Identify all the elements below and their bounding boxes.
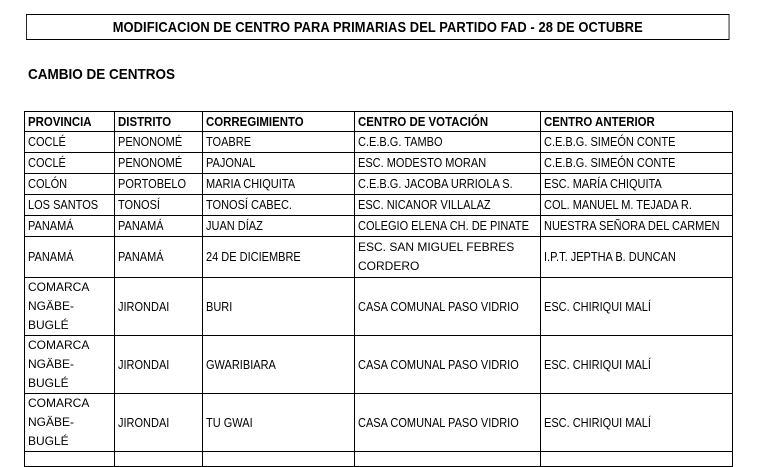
cell-provincia: LOS SANTOS: [25, 195, 115, 216]
cell-provincia: COCLÉ: [25, 132, 115, 153]
cell-centro-anterior: C.E.B.G. SIMEÓN CONTE: [541, 132, 733, 153]
cell-distrito: PANAMÁ: [115, 237, 203, 278]
cell-corregimiento: 24 DE DICIEMBRE: [203, 237, 355, 278]
cell-distrito: JIRONDAI: [115, 394, 203, 452]
cell-centro-anterior: I.P.T. JEPTHA B. DUNCAN: [541, 237, 733, 278]
header-centro-anterior: CENTRO ANTERIOR: [541, 112, 733, 132]
cell-centro-votacion: CASA COMUNAL PASO VIDRIO: [355, 278, 541, 336]
cell-provincia: COMARCA NGÄBE-BUGLÉ: [25, 394, 115, 452]
cell-provincia: COMARCA NGÄBE-BUGLÉ: [25, 336, 115, 394]
cell-centro-votacion: CASA COMUNAL PASO VIDRIO: [355, 336, 541, 394]
cell-provincia: PANAMÁ: [25, 237, 115, 278]
table-row: [25, 278, 733, 336]
table-header-row: [25, 112, 733, 132]
cell-empty: [25, 452, 115, 467]
table-row-partial: [25, 452, 733, 467]
center-changes-table: [24, 111, 733, 467]
cell-empty: [115, 452, 203, 467]
table-row: [25, 132, 733, 153]
cell-centro-anterior: NUESTRA SEÑORA DEL CARMEN: [541, 216, 733, 237]
table-row: [25, 237, 733, 278]
table-row: [25, 195, 733, 216]
cell-distrito: JIRONDAI: [115, 278, 203, 336]
table-row: [25, 336, 733, 394]
header-provincia: PROVINCIA: [25, 112, 115, 132]
cell-centro-anterior: COL. MANUEL M. TEJADA R.: [541, 195, 733, 216]
header-corregimiento: CORREGIMIENTO: [203, 112, 355, 132]
document-title-box: [26, 14, 729, 40]
table-row: [25, 174, 733, 195]
cell-distrito: PENONOMÉ: [115, 153, 203, 174]
cell-centro-votacion: C.E.B.G. JACOBA URRIOLA S.: [355, 174, 541, 195]
table-row: [25, 216, 733, 237]
cell-empty: [355, 452, 541, 467]
cell-corregimiento: PAJONAL: [203, 153, 355, 174]
section-heading: CAMBIO DE CENTROS: [28, 66, 176, 83]
table-row: [25, 153, 733, 174]
cell-corregimiento: MARIA CHIQUITA: [203, 174, 355, 195]
cell-empty: [203, 452, 355, 467]
cell-corregimiento: JUAN DÍAZ: [203, 216, 355, 237]
header-centro-votacion: CENTRO DE VOTACIÓN: [355, 112, 541, 132]
cell-centro-votacion: ESC. SAN MIGUEL FEBRES CORDERO: [355, 237, 541, 278]
cell-centro-anterior: C.E.B.G. SIMEÓN CONTE: [541, 153, 733, 174]
table-row: [25, 394, 733, 452]
cell-distrito: PORTOBELO: [115, 174, 203, 195]
cell-provincia: COCLÉ: [25, 153, 115, 174]
cell-centro-anterior: ESC. CHIRIQUI MALÍ: [541, 394, 733, 452]
cell-centro-anterior: ESC. CHIRIQUI MALÍ: [541, 278, 733, 336]
cell-provincia: COMARCA NGÄBE-BUGLÉ: [25, 278, 115, 336]
cell-centro-votacion: COLEGIO ELENA CH. DE PINATE: [355, 216, 541, 237]
cell-empty: [541, 452, 733, 467]
cell-corregimiento: TOABRE: [203, 132, 355, 153]
cell-corregimiento: BURI: [203, 278, 355, 336]
cell-corregimiento: GWARIBIARA: [203, 336, 355, 394]
cell-distrito: PENONOMÉ: [115, 132, 203, 153]
cell-centro-votacion: C.E.B.G. TAMBO: [355, 132, 541, 153]
cell-corregimiento: TONOSÍ CABEC.: [203, 195, 355, 216]
cell-distrito: JIRONDAI: [115, 336, 203, 394]
cell-provincia: COLÓN: [25, 174, 115, 195]
cell-centro-votacion: ESC. MODESTO MORAN: [355, 153, 541, 174]
cell-centro-anterior: ESC. CHIRIQUI MALÍ: [541, 336, 733, 394]
cell-provincia: PANAMÁ: [25, 216, 115, 237]
cell-corregimiento: TU GWAI: [203, 394, 355, 452]
cell-distrito: TONOSÍ: [115, 195, 203, 216]
document-title: MODIFICACION DE CENTRO PARA PRIMARIAS DEL PARTIDO FAD - 28 DE OCTUBRE: [112, 18, 643, 36]
cell-centro-votacion: ESC. NICANOR VILLALAZ: [355, 195, 541, 216]
header-distrito: DISTRITO: [115, 112, 203, 132]
cell-centro-votacion: CASA COMUNAL PASO VIDRIO: [355, 394, 541, 452]
cell-centro-anterior: ESC. MARÍA CHIQUITA: [541, 174, 733, 195]
cell-distrito: PANAMÁ: [115, 216, 203, 237]
